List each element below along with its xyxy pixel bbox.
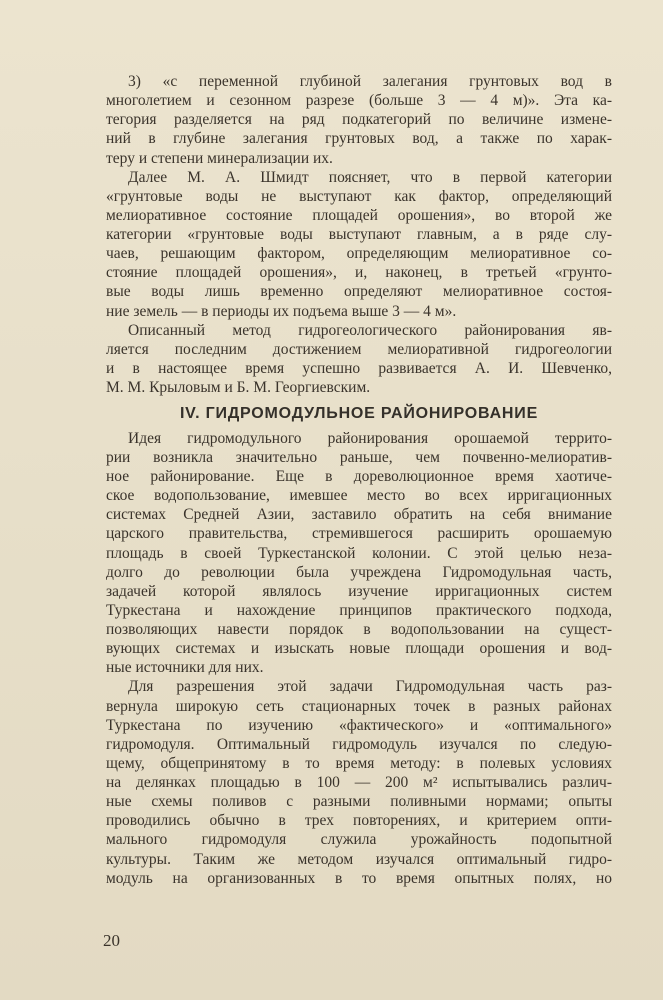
p5-line-8: проводились обычно в трех повторениях, и критерием опти- [106,812,612,829]
p4-line-6: царского правительства, стремившегося расширить орошаемую [106,525,612,542]
p5-line-9: мального гидромодуля служила урожайность подопытной [106,831,612,848]
p5-line-5: щему, общепринятому в то время методу: в полевых условиях [106,755,612,772]
p5-line-10: культуры. Таким же методом изучался оптимальный гидро- [106,851,612,868]
p5-line-6: на делянках площадью в 100 — 200 м² испытывались различ- [106,774,612,791]
p3-line-1: Описанный метод гидрогеологического районирования яв- [128,322,612,339]
p3-line-4: М. М. Крыловым и Б. М. Георгиевским. [106,379,371,396]
p2-line-2: «грунтовые воды не выступают как фактор, определяющий [106,188,612,205]
p4-line-12: вующих системах и изыскать новые площади орошения и вод- [106,640,612,657]
p2-line-1: Далее М. А. Шмидт поясняет, что в первой категории [128,169,612,186]
p2-line-5: чаев, решающим фактором, определяющим мелиоративное со- [106,245,612,262]
p5-line-4: гидромодуля. Оптимальный гидромодуль изучался по следую- [106,736,612,753]
p2-line-8: ние земель — в периоды их подъема выше 3 — 4 м». [106,303,457,320]
p4-line-9: задачей которой являлось изучение ирригационных систем [106,583,612,600]
p5-line-3: Туркестана по изучению «фактического» и «оптимального» [106,717,612,734]
p4-line-10: Туркестана и нахождение принципов практического подхода, [106,602,612,619]
p5-line-1: Для разрешения этой задачи Гидромодульная часть раз- [128,678,612,695]
p4-line-5: системах Средней Азии, заставило обратить на себя внимание [106,506,612,523]
p1-line-4: ний в глубине залегания грунтовых вод, а также по харак- [106,130,612,147]
p4-line-11: позволяющих навести порядок в водопользовании на сущест- [106,621,612,638]
p1-line-2: многолетием и сезонном разрезе (больше 3 — 4 м)». Эта ка- [106,92,612,109]
p5-line-11: модуль на организованных в то время опытных полях, но [106,870,612,887]
p3-line-3: и в настоящее время успешно развивается А. И. Шевченко, [106,360,612,377]
p1-line-3: тегория разделяется на ряд подкатегорий по величине измене- [106,111,612,128]
p2-line-4: категории «грунтовые воды выступают главным, а в ряде слу- [106,226,612,243]
p3-line-2: ляется последним достижением мелиоративной гидрогеологии [106,341,612,358]
p4-line-8: долго до революции была учреждена Гидромодульная часть, [106,564,612,581]
p2-line-7: вые воды лишь временно определяют мелиоративное состоя- [106,283,612,300]
p4-line-2: рии возникла значительно раньше, чем почвенно-мелиоратив- [106,449,612,466]
p5-line-2: вернула широкую сеть стационарных точек в разных районах [106,698,612,715]
p4-line-4: ское водопользование, имевшее место во всех ирригационных [106,487,612,504]
p1-line-5: теру и степени минерализации их. [106,150,333,167]
p5-line-7: ные схемы поливов с разными поливными нормами; опыты [106,793,612,810]
p4-line-1: Идея гидромодульного районирования орошаемой террито- [128,430,612,447]
section-heading: IV. ГИДРОМОДУЛЬНОЕ РАЙОНИРОВАНИЕ [179,405,539,422]
p1-line-1: 3) «с переменной глубиной залегания грунтовых вод в [128,73,612,90]
p2-line-3: мелиоративное состояние площадей орошения», во второй же [106,207,612,224]
page-number: 20 [103,931,120,950]
p4-line-7: площадь в своей Туркестанской колонии. С этой целью неза- [106,545,612,562]
p4-line-13: ные источники для них. [106,659,264,676]
p4-line-3: ное районирование. Еще в дореволюционное время хаотиче- [106,468,612,485]
p2-line-6: стояние площадей орошения», и, наконец, в третьей «грунто- [106,264,612,281]
